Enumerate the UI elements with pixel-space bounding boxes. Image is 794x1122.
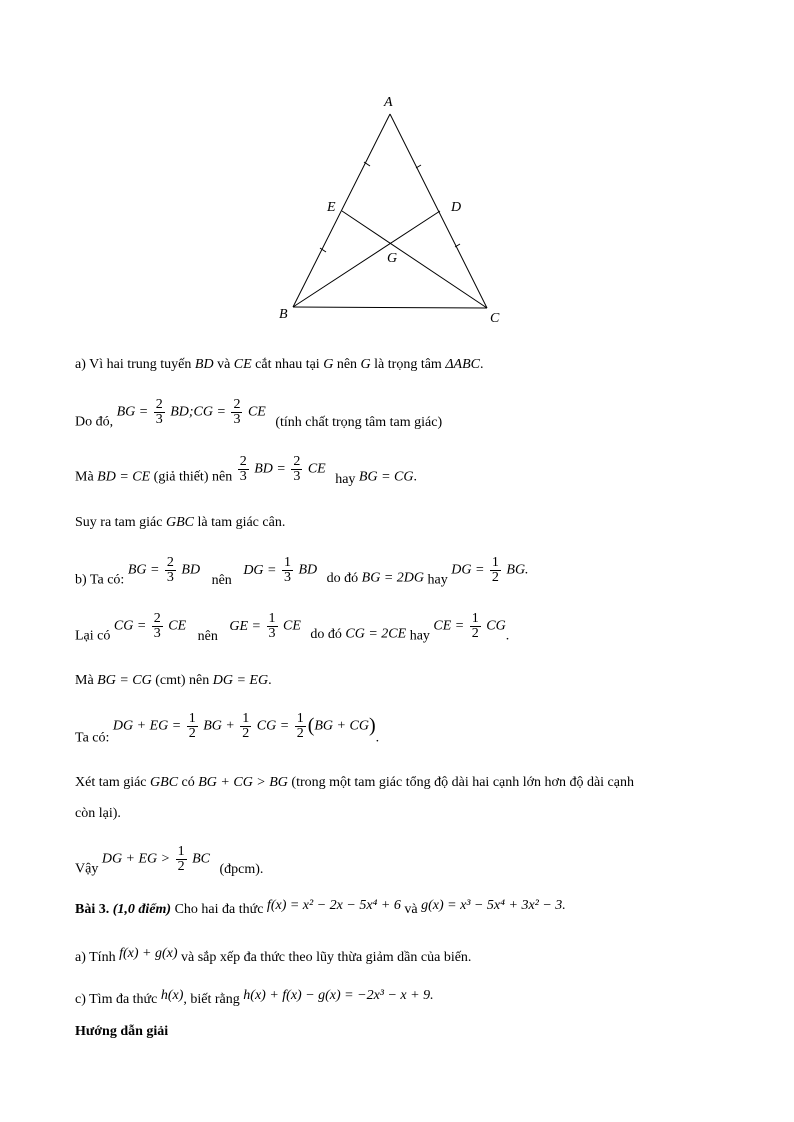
text: Ta có: [75, 730, 110, 746]
math: DG = [243, 562, 277, 578]
math: BG + CG > BG [198, 775, 288, 790]
math: BG = 2DG [361, 570, 424, 586]
text: . [413, 469, 417, 485]
fraction: $\frac{1}{2}$ [188, 711, 196, 741]
label-d: D [451, 200, 462, 215]
exercise-title: Bài 3. [75, 902, 110, 917]
math: CE [307, 461, 326, 477]
text: a) Vì hai trung tuyến [75, 357, 192, 372]
median-bd [293, 211, 440, 307]
text: Mà [75, 469, 94, 485]
math: (x) = x³ − 5x⁴ + 3x² − 3. [428, 898, 566, 913]
text: cắt nhau tại [255, 357, 320, 372]
math: CE [247, 404, 266, 420]
math: CE = [433, 618, 465, 634]
text: (trong một tam giác tổng độ dài hai cạnh lớn hơn độ dài cạnh [291, 775, 634, 790]
section-heading [75, 1024, 168, 1040]
label-a: A [384, 95, 393, 110]
text: . [505, 628, 510, 644]
math: ΔABC [445, 357, 480, 372]
paragraph-xet [75, 775, 634, 791]
text: có [181, 775, 195, 790]
exercise-points: (1,0 điểm) [112, 902, 172, 917]
math: BG = [116, 404, 149, 420]
math: DG = EG [212, 673, 269, 688]
fraction: $\frac{2}{3}$ [166, 555, 174, 585]
math: BD = CE [97, 469, 151, 485]
text: nên [211, 572, 232, 588]
math: f [266, 898, 271, 913]
fraction: $\frac{1}{2}$ [177, 844, 185, 874]
math: CG = [113, 618, 147, 634]
math: BC [192, 851, 210, 867]
math: DG + EG > [101, 851, 171, 867]
text: là trọng tâm [374, 357, 442, 372]
paragraph-dodo [75, 398, 442, 431]
paragraph-a [75, 357, 484, 373]
paragraph-bai3 [75, 898, 566, 918]
math: CG = [256, 718, 290, 734]
side-ab [293, 114, 390, 307]
fraction: $\frac{1}{2}$ [296, 711, 304, 741]
text: a) Tính [75, 950, 116, 965]
math: G [360, 357, 371, 372]
math: h(x) + f(x) − g(x) = −2x³ − x + 9. [243, 988, 434, 1003]
text: là tam giác cân. [197, 515, 286, 530]
text: . [375, 730, 380, 746]
label-c: C [490, 311, 500, 326]
text: Mà [75, 673, 94, 688]
text: Do đó, [75, 414, 114, 430]
fraction: $\frac{2}{3}$ [153, 611, 161, 641]
fraction: $\frac{2}{3}$ [233, 397, 241, 427]
text: . [480, 357, 484, 372]
text: hay [427, 572, 448, 588]
fraction: $\frac{1}{3}$ [268, 611, 276, 641]
math: CG [486, 618, 506, 634]
math: BG. [506, 562, 529, 578]
text: và sắp xếp đa thức theo lũy thừa giảm dần của biến. [181, 950, 472, 965]
math: BD;CG = [170, 404, 226, 420]
math: (x) = x² − 2x − 5x⁴ + 6 [270, 898, 401, 913]
fraction: $\frac{2}{3}$ [293, 454, 301, 484]
math: DG + EG = [112, 718, 182, 734]
paragraph-ma1 [75, 455, 417, 488]
math: BD [298, 562, 318, 578]
math: G [323, 357, 334, 372]
label-b: B [279, 307, 288, 322]
paragraph-bai3-a [75, 946, 471, 966]
text: nên [197, 628, 218, 644]
math: GBC [150, 775, 179, 790]
text: (giả thiết) nên [153, 469, 233, 485]
text: , biết rằng [183, 992, 240, 1007]
text: và [217, 357, 231, 372]
paragraph-taco [75, 712, 379, 747]
math: CE [233, 357, 252, 372]
fraction: $\frac{2}{3}$ [155, 397, 163, 427]
math: g [421, 898, 429, 913]
text: Vậy [75, 861, 99, 877]
math: h(x) [160, 988, 184, 1003]
text: Suy ra tam giác [75, 515, 163, 530]
math: DG = [451, 562, 485, 578]
text: b) Ta có: [75, 572, 125, 588]
fraction: $\frac{1}{2}$ [491, 555, 499, 585]
text: do đó [310, 626, 342, 642]
text: . [268, 673, 272, 688]
text: Lại có [75, 628, 111, 644]
text: nên [336, 357, 358, 372]
fraction: $\frac{1}{2}$ [471, 611, 479, 641]
label-e: E [327, 200, 336, 215]
paren: ( [307, 714, 315, 737]
math: f(x) + g(x) [119, 946, 178, 961]
fraction: $\frac{2}{3}$ [239, 454, 247, 484]
math: BG = CG [358, 469, 414, 485]
paren: ) [368, 714, 376, 737]
paragraph-vay [75, 845, 263, 878]
math: CG = 2CE [345, 626, 407, 642]
paragraph-b [75, 556, 529, 589]
text: Cho hai đa thức [174, 902, 264, 917]
fraction: $\frac{1}{3}$ [283, 555, 291, 585]
text: c) Tìm đa thức [75, 992, 158, 1007]
label-g: G [387, 251, 398, 266]
math: BD [194, 357, 214, 372]
text: do đó [326, 570, 359, 586]
math: BG + [203, 718, 235, 734]
math: BD [181, 562, 201, 578]
triangle-figure [0, 0, 794, 340]
paragraph-ma2 [75, 673, 272, 689]
median-ce [342, 211, 487, 308]
text: và [404, 902, 418, 917]
text: hay [335, 471, 356, 487]
math: GBC [165, 515, 194, 530]
math: GE = [229, 618, 261, 634]
paragraph-suyra [75, 515, 285, 531]
text: còn lại). [75, 806, 121, 821]
fraction: $\frac{1}{2}$ [242, 711, 250, 741]
math: BG = [127, 562, 160, 578]
text: (đpcm). [219, 861, 264, 877]
side-ac [390, 114, 487, 308]
paragraph-laico [75, 612, 509, 645]
side-bc [293, 307, 487, 308]
heading-text: Hướng dẫn giải [75, 1024, 169, 1039]
math: BG = CG [97, 673, 152, 688]
text: (tính chất trọng tâm tam giác) [275, 414, 443, 430]
text: (cmt) nên [155, 673, 210, 688]
paragraph-bai3-c [75, 988, 434, 1008]
text: Xét tam giác [75, 775, 147, 790]
math: BD = [254, 461, 286, 477]
paragraph-xet-cont [75, 806, 121, 822]
text: hay [409, 628, 430, 644]
math: BG + CG [314, 718, 369, 734]
math: CE [168, 618, 187, 634]
math: CE [283, 618, 301, 634]
